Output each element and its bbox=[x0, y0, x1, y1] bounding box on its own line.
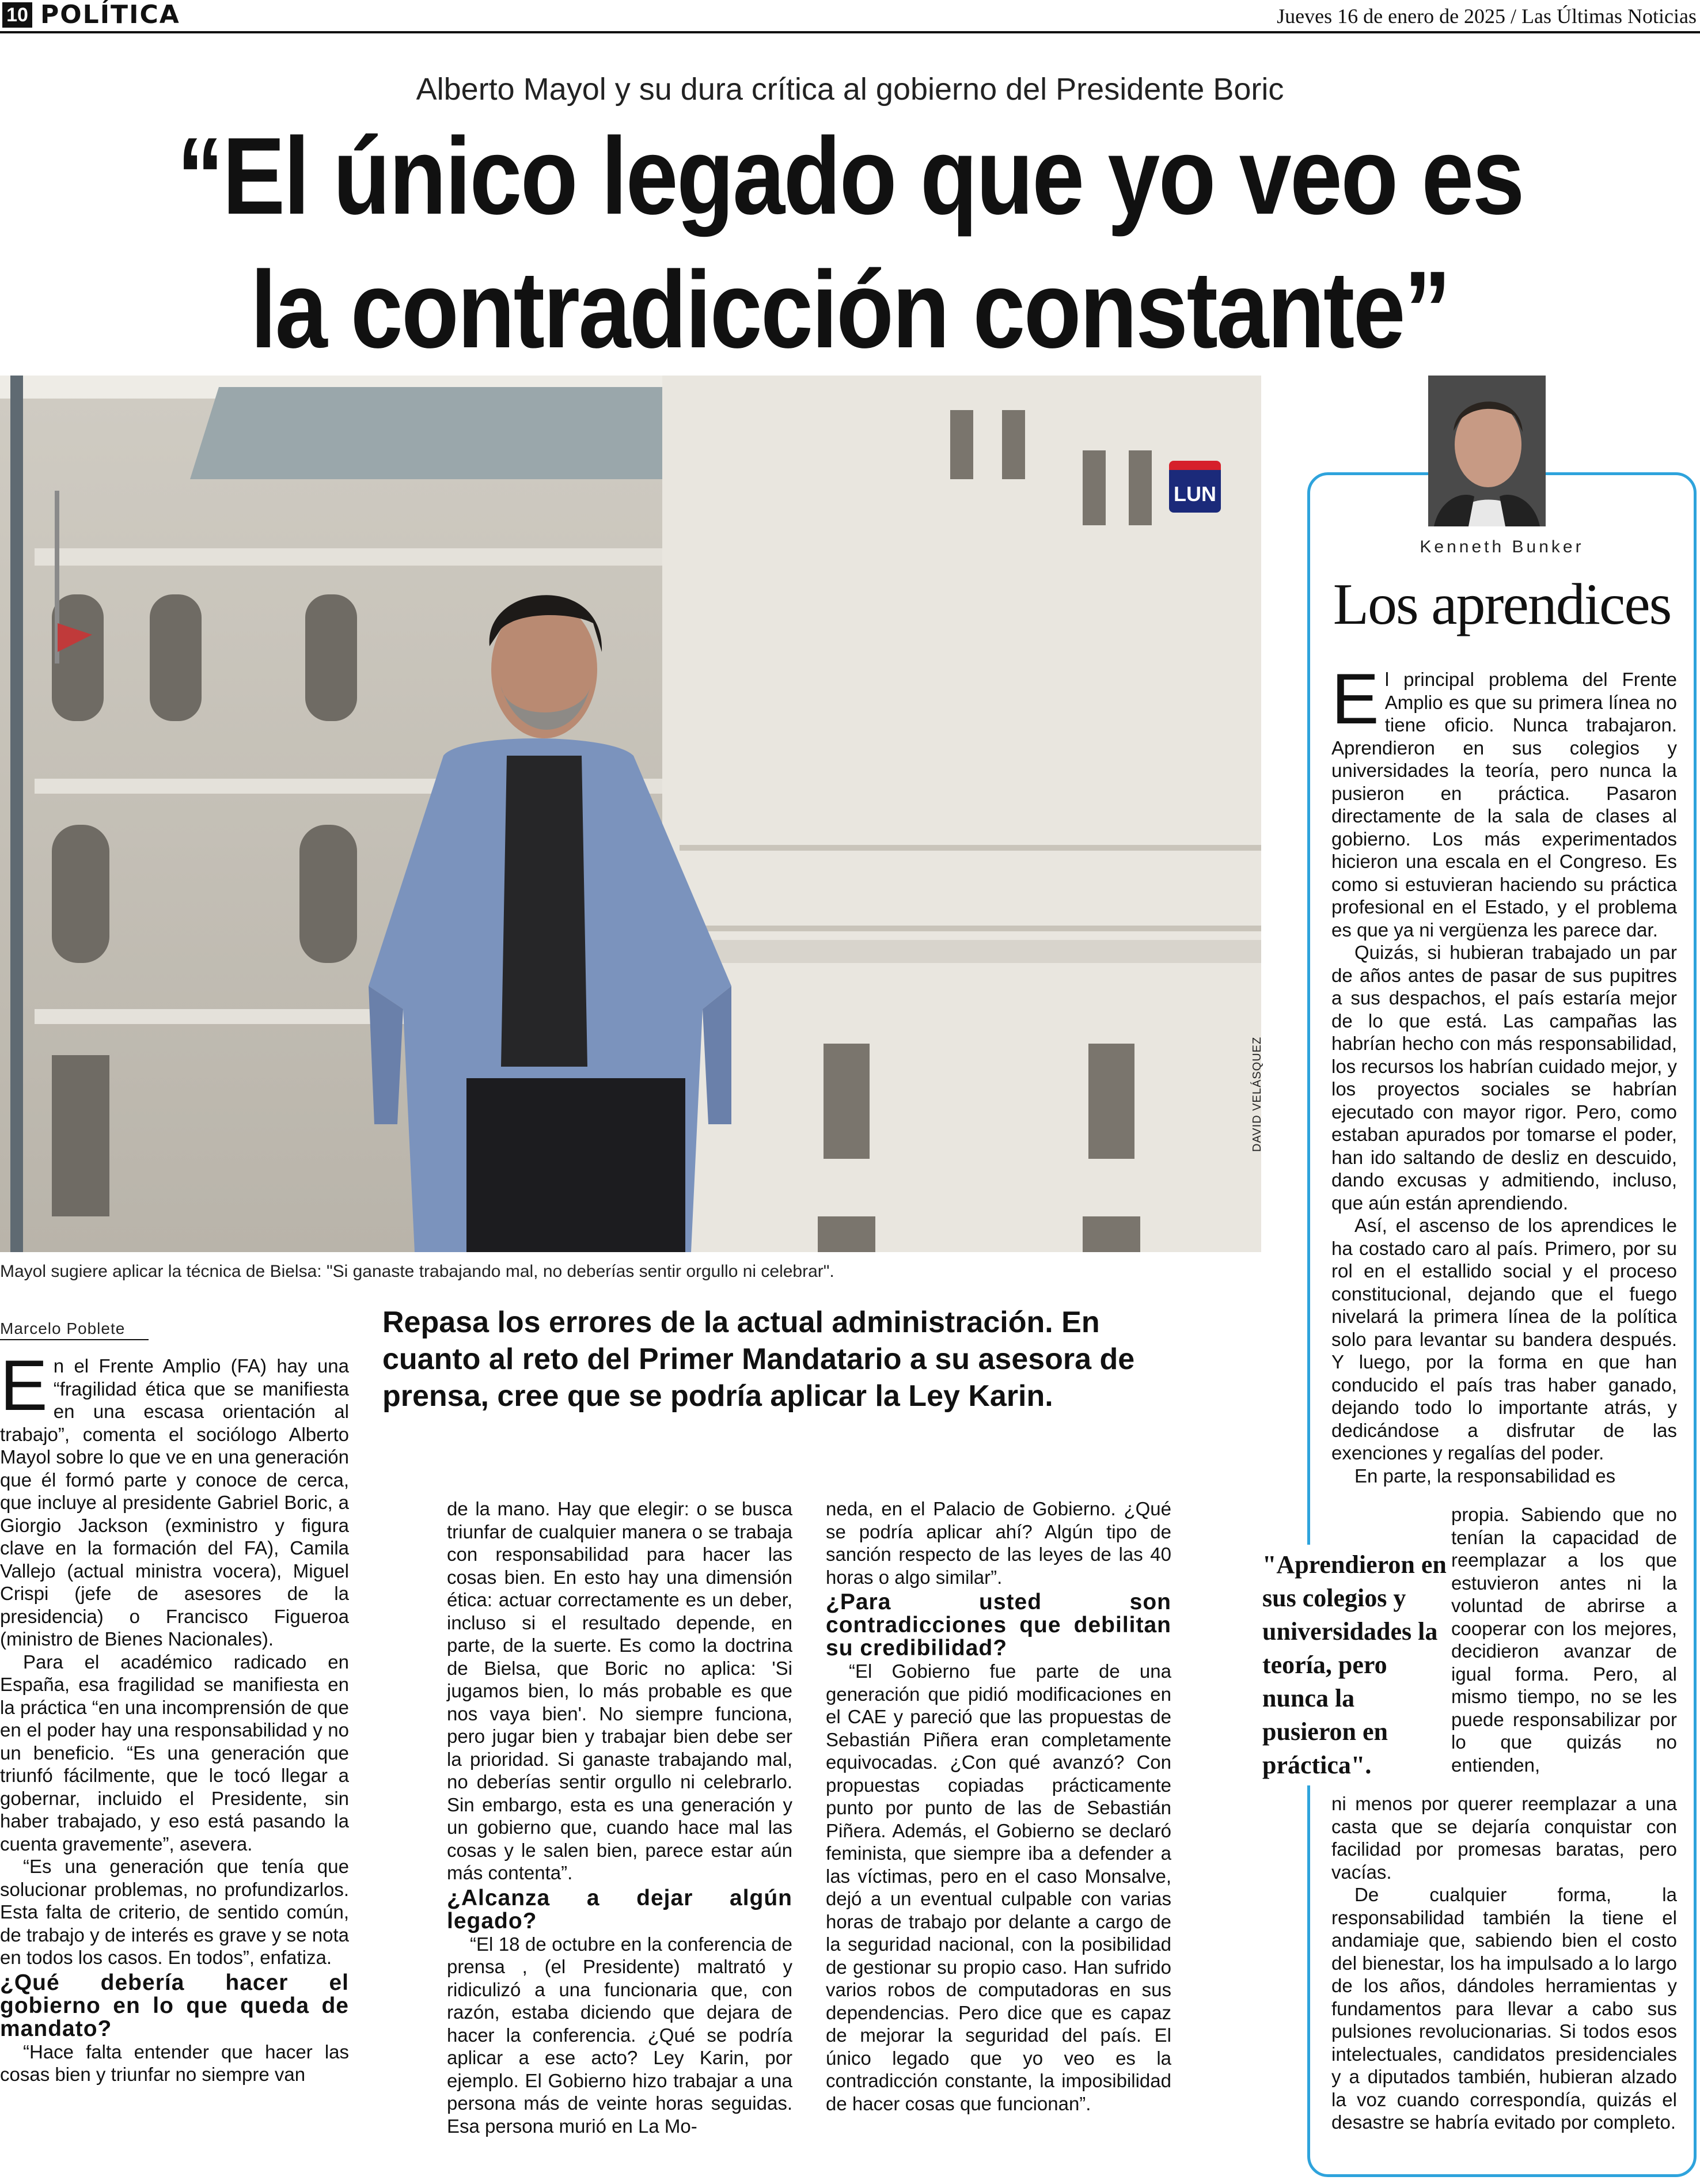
column-text-bottom bbox=[1331, 1792, 1677, 2134]
paragraph: l principal problema del Frente Amplio es que su primera línea no tiene oficio. Nunca trabajaron. Aprendieron en sus colegios y universidades la teoría, pero nunca la pusieron en práctica. Pasaron directamente de la sala de clases al gobierno. Los más experimentados hicieron una escala en el Congreso. Es como si estuvieran haciendo su práctica profesional en el Estado, y el problema es que ya ni vergüenza les parece dar. bbox=[1331, 669, 1677, 941]
paragraph: propia. Sabiendo que no tenían la capacidad de reemplazar a los que estuvieron antes ni la voluntad de abrirse a cooperar con los mejores, decidieron avanzar de igual forma. Pero, al mismo tiempo, no se les puede responsabilizar por lo que quizás no entienden, bbox=[1451, 1504, 1677, 1776]
article-deck: Repasa los errores de la actual administración. En cuanto al reto del Primer Mandatario a su asesora de prensa, cree que se podría aplicar la Ley Karin. bbox=[382, 1306, 1135, 1413]
paragraph: n el Frente Amplio (FA) hay una “fragilidad ética que se manifiesta en una escasa orientación al trabajo”, comenta el sociólogo Alberto Mayol sobre lo que ve en una generación que él formó parte y conoce de cerca, que incluye al presidente Gabriel Boric, a Giorgio Jackson (exministro y figura clave en la formación del FA), Camila Vallejo (actual ministra vocera), Miguel Crispi (jefe de asesores de la presidencia) o Francisco Figueroa (ministro de Bienes Nacionales). bbox=[0, 1355, 349, 1650]
article-headline: “El único legado que yo veo es la contradicción constante” bbox=[177, 115, 1523, 371]
header-date-line: Jueves 16 de enero de 2025 / Las Últimas Noticias bbox=[1277, 5, 1697, 28]
column-text-top bbox=[1331, 659, 1677, 1487]
author-photo bbox=[1428, 376, 1546, 526]
photo-illustration bbox=[0, 376, 1261, 1252]
paragraph: neda, en el Palacio de Gobierno. ¿Qué se podría aplicar ahí? Algún tipo de sanción respecto de las leyes de las 40 horas o algo similar”. bbox=[826, 1498, 1171, 1588]
photo-credit: DAVID VELÁSQUEZ bbox=[1251, 1036, 1263, 1152]
paragraph: Quizás, si hubieran trabajado un par de años antes de pasar de sus pupitres a sus despachos, el país estaría mejor de lo que está. Las campañas las habrían hecho con más responsabilidad, los recursos los habrían cuidado mejor, y los proyectos sociales se habrían ejecutado con mayor rigor. Pero, como estaban apurados por tomarse el poder, han ido saltando de desliz en descuido, dando excusas y admitiendo, incluso, que aún están aprendiendo. bbox=[1331, 942, 1677, 1214]
main-photo bbox=[0, 376, 1261, 1252]
paragraph: “El 18 de octubre en la conferencia de prensa , (el Presidente) maltrató y ridiculizó a una funcionaria que, con razón, estaba diciendo que dejara de hacer la conferencia. ¿Qué se podría aplicar a ese acto? Ley Karin, por ejemplo. El Gobierno hizo trabajar a una persona más de veinte horas seguidas. Esa persona murió en La Mo- bbox=[447, 1933, 792, 2137]
article-column-2 bbox=[447, 1497, 792, 2137]
byline-rule bbox=[0, 1339, 149, 1340]
interview-question: ¿Para usted son contradicciones que debilitan su credibilidad? bbox=[826, 1590, 1171, 1660]
interview-question: ¿Alcanza a dejar algún legado? bbox=[447, 1885, 792, 1933]
article-column-3 bbox=[826, 1497, 1171, 2115]
columnist-name: Kenneth Bunker bbox=[1420, 537, 1584, 556]
photo-caption: Mayol sugiere aplicar la técnica de Bielsa: "Si ganaste trabajando mal, no deberías sentir orgullo ni celebrar". bbox=[0, 1262, 834, 1281]
interview-question: ¿Qué debería hacer el gobierno en lo que queda de mandato? bbox=[0, 1970, 349, 2041]
pull-quote: "Aprendieron en sus colegios y universidades la teoría, pero nunca la pusieron en práctica". bbox=[1262, 1545, 1447, 1785]
paragraph: “Es una generación que tenía que solucionar problemas, no profundizarlos. Esta falta de criterio, de sentido común, de trabajo y de interés es grave y se nota en todos los casos. En todos”, enfatiza. bbox=[0, 1856, 349, 1968]
paragraph: En parte, la responsabilidad es bbox=[1354, 1465, 1616, 1487]
paragraph: Así, el ascenso de los aprendices le ha costado caro al país. Primero, por su rol en el estallido social y el proceso constitucional, dejando que el fuego nivelará la primera línea de la política solo para levantar su bandera después. Y luego, por la forma en que han conducido el país tras haber ganado, dejando todo lo importante atrás, y dedicándose a disfrutar de las exenciones y regalías del poder. bbox=[1331, 1215, 1677, 1463]
column-title: Los aprendices bbox=[1333, 572, 1671, 637]
paragraph: Para el académico radicado en España, esa fragilidad se manifiesta en la práctica “en una incomprensión de que en el poder hay una responsabilidad y no un beneficio. “Es una generación que triunfó fácilmente, que le tocó llegar a gobernar, incluido el Presidente, sin haber trabajado, y eso está pasando la cuenta gravemente”, asevera. bbox=[0, 1651, 349, 1855]
column-text-beside-quote bbox=[1451, 1503, 1677, 1776]
page-number: 10 bbox=[2, 2, 32, 28]
paragraph: “El Gobierno fue parte de una generación que pidió modificaciones en el CAE y pareció que las propuestas de Sebastián Piñera eran completamente equivocadas. ¿Con qué avanzó? Con propuestas copiadas prácticamente punto por punto de las de Sebastián Piñera. Además, el Gobierno se declaró feminista, que siempre iba a defender a las víctimas, pero en el caso Monsalve, dejó a un eventual culpable con varias horas de trabajo por delante a cargo de la seguridad nacional, con la posibilidad de gestionar su propio caso. Han sufrido varios robos de computadoras en sus dependencias. Pero dice que es capaz de mejorar la seguridad del país. El único legado que yo veo es la contradicción constante, la imposibilidad de hacer cosas que funcionan”. bbox=[826, 1660, 1171, 2114]
lun-logo: LUN bbox=[1169, 461, 1221, 513]
drop-cap: E bbox=[0, 1346, 48, 1425]
article-column-1 bbox=[0, 1346, 349, 2086]
paragraph: de la mano. Hay que elegir: o se busca triunfar de cualquier manera o se trabaja con responsabilidad para hacer las cosas bien. En esto hay una dimensión ética: actuar correctamente es un deber, incluso si el resultado depende, en parte, de la suerte. Es como la doctrina de Bielsa, que Boric no aplica: 'Si jugamos bien, lo más probable es que nos vaya bien'. No siempre funciona, pero jugar bien y trabajar bien debe ser la prioridad. Si ganaste trabajando mal, no deberías sentir orgullo ni celebrarlo. Sin embargo, esta es una generación y un gobierno que, cuando hace mal las cosas y le salen bien, parece estar aún más contenta”. bbox=[447, 1498, 792, 1883]
paragraph: De cualquier forma, la responsabilidad también la tiene el andamiaje que, sabiendo bien el costo del bienestar, los ha impulsado a lo largo de los años, dándoles herramientas y fundamentos para llevar a cabo sus pulsiones revolucionarias. Si todos esos intelectuales, candidatos presidenciales y a diputados también, hubieran alzado la voz cuando correspondía, quizás el desastre se habría evitado por completo. bbox=[1331, 1884, 1677, 2133]
section-name: POLÍTICA bbox=[40, 0, 180, 29]
paragraph: “Hace falta entender que hacer las cosas bien y triunfar no siempre van bbox=[0, 2041, 349, 2085]
header-rule bbox=[0, 31, 1700, 33]
paragraph: ni menos por querer reemplazar a una casta que se dejaría conquistar con facilidad por promesas baratas, pero vacías. bbox=[1331, 1793, 1677, 1883]
byline: Marcelo Poblete bbox=[0, 1320, 126, 1337]
article-kicker: Alberto Mayol y su dura crítica al gobierno del Presidente Boric bbox=[416, 72, 1284, 107]
drop-cap: E bbox=[1331, 659, 1379, 739]
author-portrait bbox=[1428, 376, 1546, 526]
